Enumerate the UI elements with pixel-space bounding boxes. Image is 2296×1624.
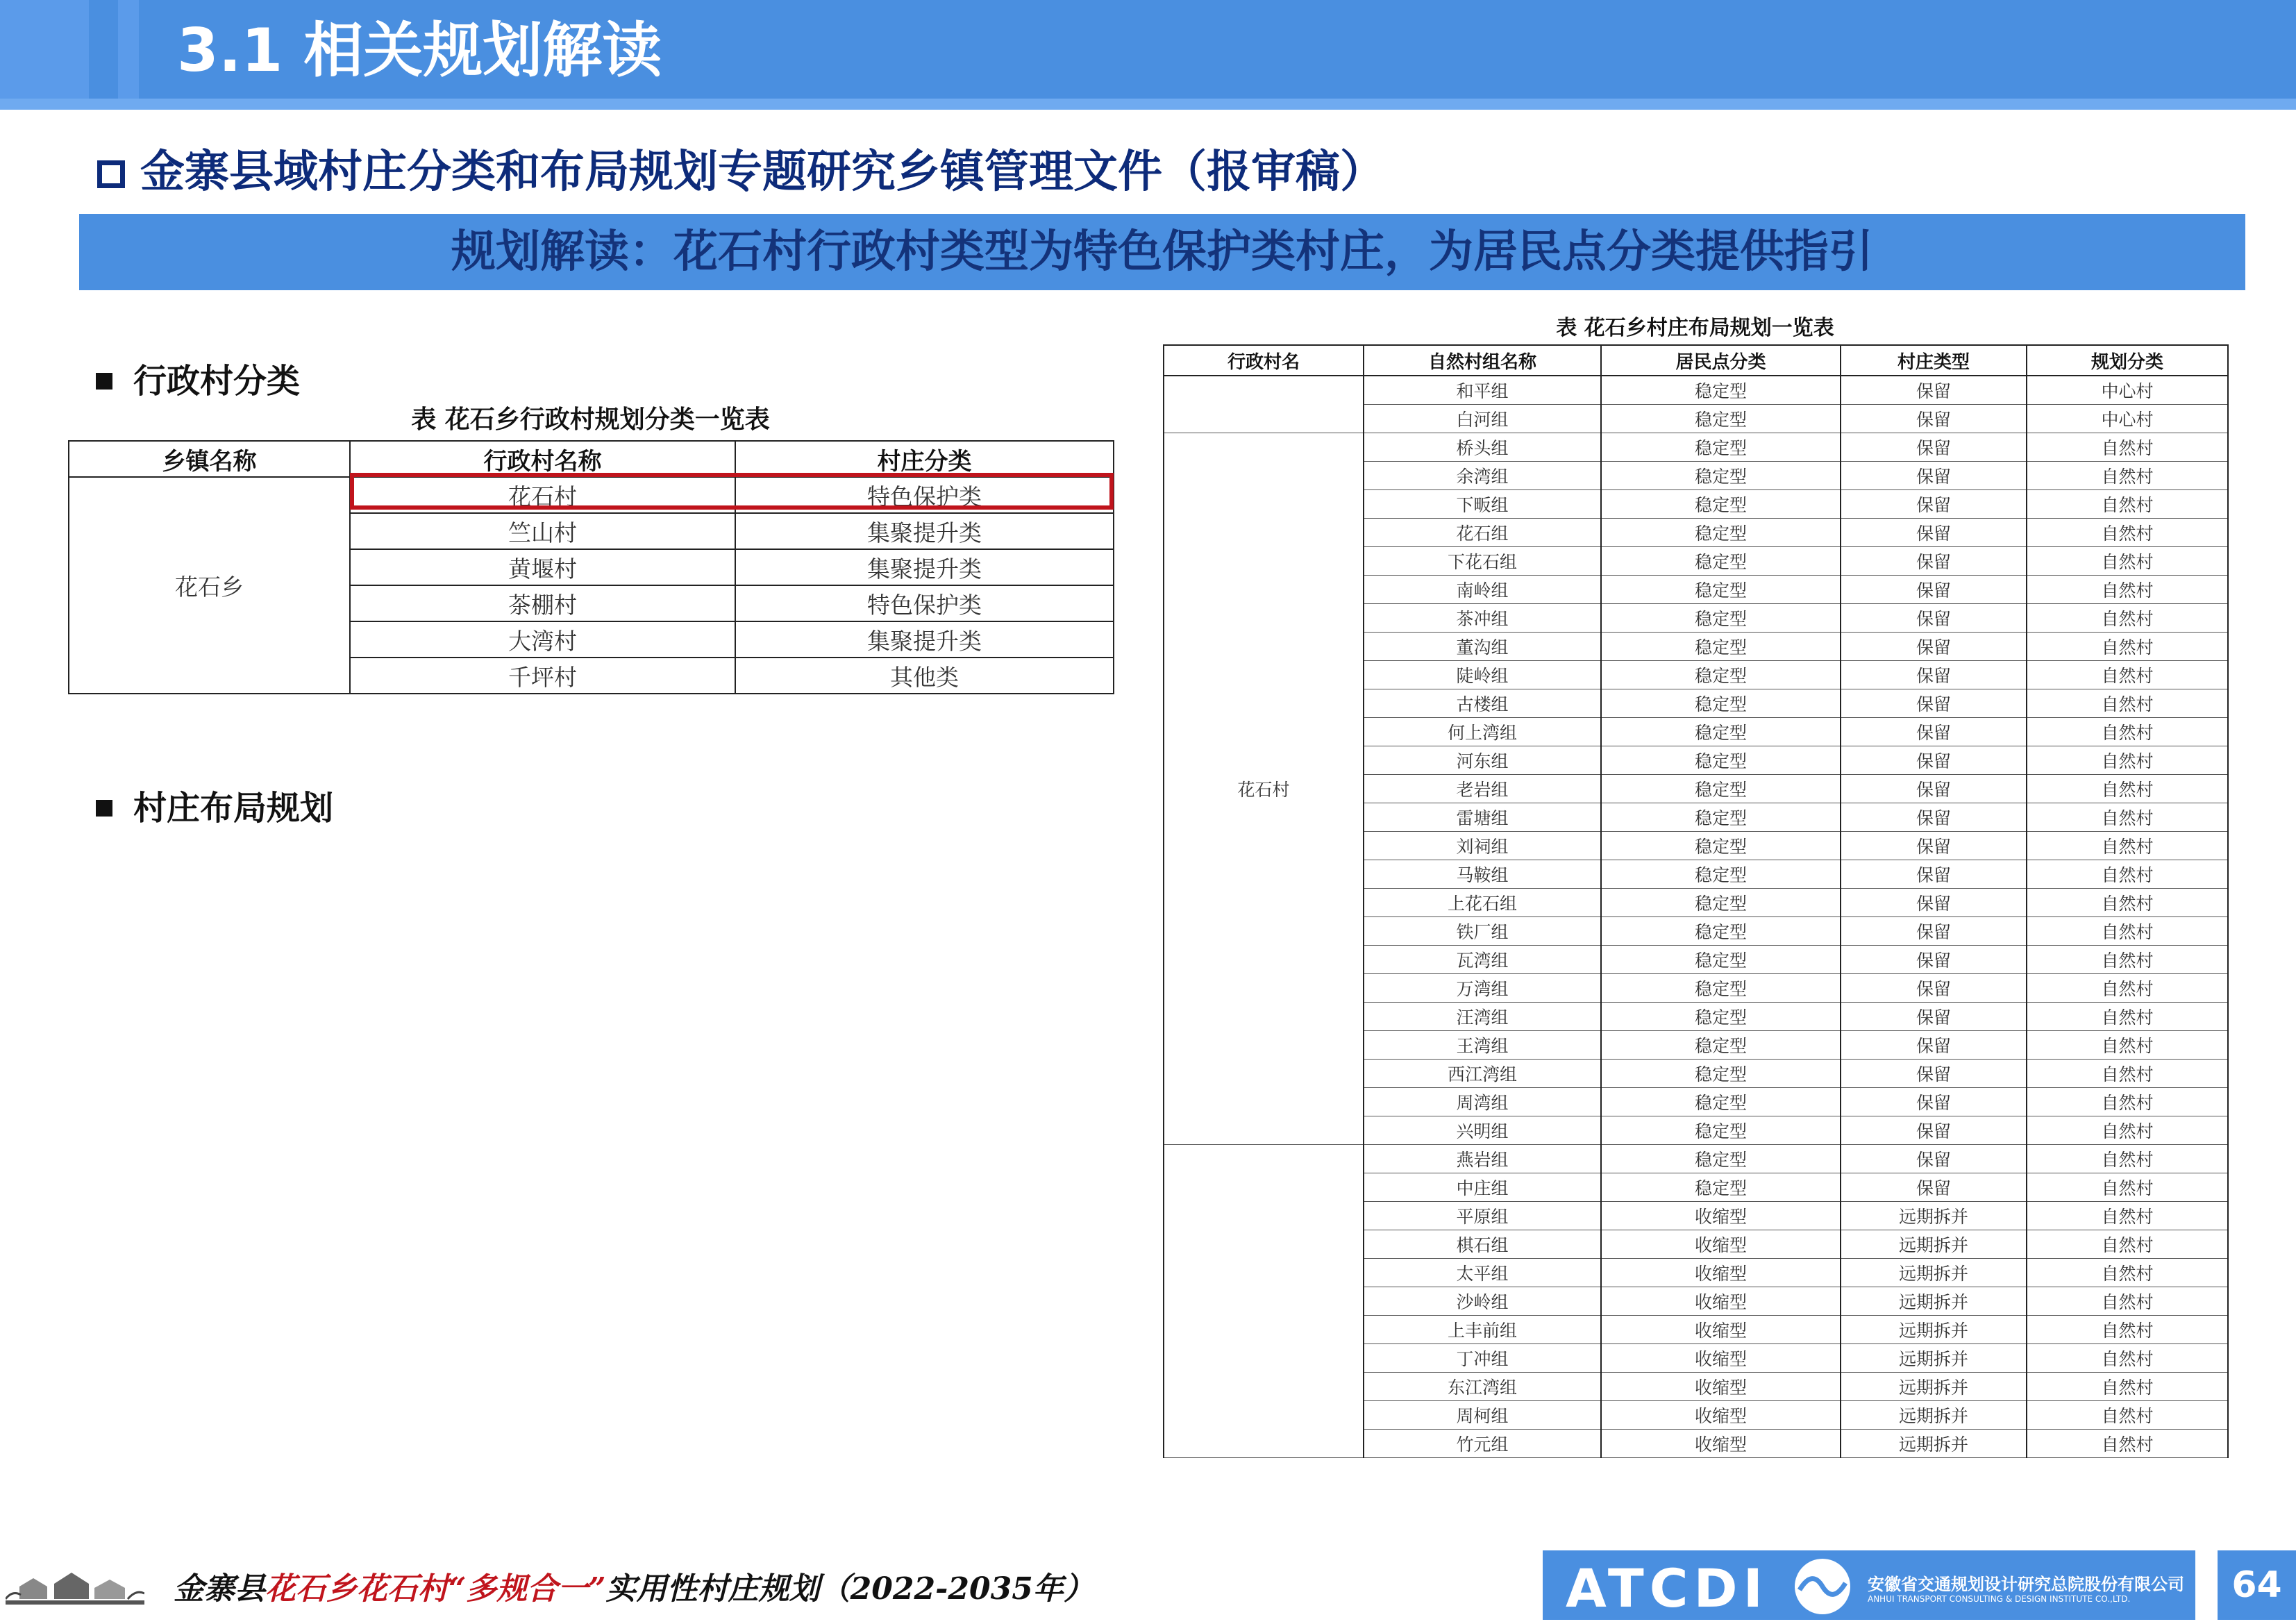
header-underline-stripe [0, 99, 2296, 110]
village-type-cell: 保留 [1841, 860, 2027, 889]
planning-class-cell: 自然村 [2027, 1173, 2228, 1202]
natural-village-cell: 董沟组 [1364, 633, 1601, 661]
village-name-cell: 茶棚村 [350, 585, 735, 621]
village-name-cell: 千坪村 [350, 658, 735, 694]
table-row [1164, 1145, 2228, 1173]
header-accent-bar-thin [118, 0, 139, 99]
village-name-cell: 黄堰村 [350, 549, 735, 585]
village-type-cell: 保留 [1841, 633, 2027, 661]
table-row [1164, 376, 2228, 405]
village-type-cell: 保留 [1841, 1060, 2027, 1088]
company-name-en: ANHUI TRANSPORT CONSULTING & DESIGN INSTITUTE CO.,LTD. [1868, 1594, 2131, 1604]
settlement-class-cell: 收缩型 [1601, 1202, 1841, 1230]
settlement-class-cell: 稳定型 [1601, 889, 1841, 917]
village-class-cell: 特色保护类 [735, 585, 1114, 621]
village-type-cell: 保留 [1841, 1173, 2027, 1202]
village-type-cell: 保留 [1841, 433, 2027, 462]
natural-village-cell: 王湾组 [1364, 1031, 1601, 1060]
planning-class-cell: 自然村 [2027, 1373, 2228, 1401]
village-type-cell: 远期拆并 [1841, 1344, 2027, 1373]
village-type-cell: 保留 [1841, 889, 2027, 917]
page-title: 3.1 相关规划解读 [177, 16, 662, 85]
village-type-cell: 保留 [1841, 661, 2027, 689]
village-class-cell: 集聚提升类 [735, 513, 1114, 549]
planning-class-cell: 自然村 [2027, 974, 2228, 1003]
village-type-cell: 远期拆并 [1841, 1430, 2027, 1458]
footer-text-years: （2022-2035年） [819, 1571, 1094, 1607]
atcdi-logo-text: ATCDI [1566, 1557, 1768, 1619]
planning-class-cell: 自然村 [2027, 889, 2228, 917]
footer-text-county: 金寨县 [174, 1571, 265, 1607]
admin-village-cell: 花石村 [1164, 433, 1364, 1145]
village-type-cell: 保留 [1841, 547, 2027, 576]
natural-village-cell: 万湾组 [1364, 974, 1601, 1003]
natural-village-cell: 何上湾组 [1364, 718, 1601, 746]
section-heading-admin-village [96, 354, 300, 402]
settlement-class-cell: 稳定型 [1601, 604, 1841, 633]
settlement-class-cell: 稳定型 [1601, 1088, 1841, 1116]
village-class-cell: 集聚提升类 [735, 549, 1114, 585]
planning-class-cell: 自然村 [2027, 946, 2228, 974]
settlement-class-cell: 稳定型 [1601, 974, 1841, 1003]
table-header-cell: 居民点分类 [1601, 345, 1841, 376]
planning-class-cell: 自然村 [2027, 1287, 2228, 1316]
checkbox-square-icon [97, 160, 125, 188]
natural-village-cell: 兴明组 [1364, 1116, 1601, 1145]
settlement-class-cell: 收缩型 [1601, 1230, 1841, 1259]
settlement-class-cell: 稳定型 [1601, 1116, 1841, 1145]
settlement-class-cell: 稳定型 [1601, 433, 1841, 462]
footer-project-title [174, 1564, 1094, 1608]
planning-class-cell: 自然村 [2027, 576, 2228, 604]
planning-class-cell: 自然村 [2027, 1344, 2228, 1373]
natural-village-cell: 铁厂组 [1364, 917, 1601, 946]
planning-class-cell: 自然村 [2027, 1430, 2228, 1458]
village-type-cell: 保留 [1841, 1031, 2027, 1060]
natural-village-cell: 丁冲组 [1364, 1344, 1601, 1373]
settlement-class-cell: 收缩型 [1601, 1401, 1841, 1430]
table-header-row [69, 441, 1114, 477]
settlement-class-cell: 收缩型 [1601, 1316, 1841, 1344]
village-type-cell: 保留 [1841, 376, 2027, 405]
highlight-box [350, 473, 1114, 510]
planning-class-cell: 自然村 [2027, 775, 2228, 803]
township-cell: 花石乡 [69, 477, 350, 694]
settlement-class-cell: 稳定型 [1601, 946, 1841, 974]
settlement-class-cell: 稳定型 [1601, 633, 1841, 661]
natural-village-cell: 古楼组 [1364, 689, 1601, 718]
natural-village-cell: 东江湾组 [1364, 1373, 1601, 1401]
settlement-class-cell: 稳定型 [1601, 1173, 1841, 1202]
settlement-class-cell: 稳定型 [1601, 547, 1841, 576]
settlement-class-cell: 稳定型 [1601, 405, 1841, 433]
planning-class-cell: 自然村 [2027, 462, 2228, 490]
settlement-class-cell: 稳定型 [1601, 1060, 1841, 1088]
company-name-cn: 安徽省交通规划设计研究总院股份有限公司 [1868, 1575, 2184, 1594]
village-type-cell: 保留 [1841, 746, 2027, 775]
settlement-class-cell: 收缩型 [1601, 1344, 1841, 1373]
planning-class-cell: 自然村 [2027, 718, 2228, 746]
table-header-cell: 行政村名 [1164, 345, 1364, 376]
natural-village-cell: 花石组 [1364, 519, 1601, 547]
section-heading-text: 行政村分类 [133, 362, 301, 401]
planning-class-cell: 自然村 [2027, 1116, 2228, 1145]
village-type-cell: 保留 [1841, 689, 2027, 718]
village-type-cell: 保留 [1841, 718, 2027, 746]
planning-class-cell: 自然村 [2027, 1401, 2228, 1430]
settlement-class-cell: 稳定型 [1601, 1003, 1841, 1031]
section-heading-village-layout [96, 781, 333, 829]
settlement-class-cell: 稳定型 [1601, 746, 1841, 775]
footer-text-plan: 实用性村庄规划 [605, 1571, 820, 1607]
planning-class-cell: 自然村 [2027, 917, 2228, 946]
natural-village-cell: 余湾组 [1364, 462, 1601, 490]
settlement-class-cell: 稳定型 [1601, 661, 1841, 689]
settlement-class-cell: 稳定型 [1601, 490, 1841, 519]
table-header-cell: 村庄分类 [735, 441, 1114, 477]
table-header-cell: 规划分类 [2027, 345, 2228, 376]
village-type-cell: 远期拆并 [1841, 1316, 2027, 1344]
village-class-cell: 集聚提升类 [735, 621, 1114, 658]
settlement-class-cell: 稳定型 [1601, 1145, 1841, 1173]
natural-village-cell: 桥头组 [1364, 433, 1601, 462]
planning-class-cell: 自然村 [2027, 433, 2228, 462]
section-heading-text: 村庄布局规划 [133, 789, 334, 828]
header-accent-bar [0, 0, 89, 99]
planning-class-cell: 自然村 [2027, 661, 2228, 689]
planning-class-cell: 自然村 [2027, 547, 2228, 576]
subtitle-text: 金寨县域村庄分类和布局规划专题研究乡镇管理文件（报审稿） [140, 147, 1384, 198]
village-type-cell: 远期拆并 [1841, 1259, 2027, 1287]
natural-village-cell: 陡岭组 [1364, 661, 1601, 689]
settlement-class-cell: 稳定型 [1601, 860, 1841, 889]
village-type-cell: 保留 [1841, 1088, 2027, 1116]
natural-village-cell: 老岩组 [1364, 775, 1601, 803]
village-type-cell: 保留 [1841, 462, 2027, 490]
natural-village-cell: 棋石组 [1364, 1230, 1601, 1259]
table-header-cell: 自然村组名称 [1364, 345, 1601, 376]
village-sketch-logo [6, 1559, 144, 1607]
village-type-cell: 保留 [1841, 1003, 2027, 1031]
settlement-class-cell: 稳定型 [1601, 576, 1841, 604]
settlement-class-cell: 收缩型 [1601, 1287, 1841, 1316]
settlement-class-cell: 收缩型 [1601, 1259, 1841, 1287]
planning-class-cell: 自然村 [2027, 1088, 2228, 1116]
village-type-cell: 保留 [1841, 576, 2027, 604]
planning-class-cell: 自然村 [2027, 1031, 2228, 1060]
document-subtitle [97, 142, 1384, 202]
natural-village-cell: 周柯组 [1364, 1401, 1601, 1430]
natural-village-cell: 竹元组 [1364, 1430, 1601, 1458]
planning-class-cell: 自然村 [2027, 860, 2228, 889]
village-type-cell: 保留 [1841, 1145, 2027, 1173]
planning-class-cell: 自然村 [2027, 490, 2228, 519]
natural-village-cell: 南岭组 [1364, 576, 1601, 604]
village-type-cell: 保留 [1841, 775, 2027, 803]
footer-text-village: 花石乡花石村“多规合一” [265, 1571, 606, 1607]
table-header-row [1164, 345, 2228, 376]
natural-village-cell: 燕岩组 [1364, 1145, 1601, 1173]
village-type-cell: 保留 [1841, 803, 2027, 832]
settlement-class-cell: 稳定型 [1601, 689, 1841, 718]
admin-village-cell-empty [1164, 376, 1364, 433]
table2-caption: 表 花石乡村庄布局规划一览表 [1556, 316, 1834, 340]
settlement-class-cell: 稳定型 [1601, 803, 1841, 832]
village-name-cell: 竺山村 [350, 513, 735, 549]
table1-caption: 表 花石乡行政村规划分类一览表 [411, 405, 770, 434]
natural-village-cell: 太平组 [1364, 1259, 1601, 1287]
natural-village-cell: 和平组 [1364, 376, 1601, 405]
table-header-cell: 行政村名称 [350, 441, 735, 477]
natural-village-cell: 白河组 [1364, 405, 1601, 433]
natural-village-cell: 下花石组 [1364, 547, 1601, 576]
natural-village-cell: 西江湾组 [1364, 1060, 1601, 1088]
settlement-class-cell: 稳定型 [1601, 519, 1841, 547]
natural-village-cell: 马鞍组 [1364, 860, 1601, 889]
planning-class-cell: 自然村 [2027, 1003, 2228, 1031]
natural-village-cell: 平原组 [1364, 1202, 1601, 1230]
natural-village-cell: 刘祠组 [1364, 832, 1601, 860]
company-emblem-icon [1791, 1555, 1854, 1618]
village-type-cell: 远期拆并 [1841, 1287, 2027, 1316]
planning-class-cell: 自然村 [2027, 1202, 2228, 1230]
village-type-cell: 保留 [1841, 604, 2027, 633]
settlement-class-cell: 收缩型 [1601, 1373, 1841, 1401]
village-name-cell: 大湾村 [350, 621, 735, 658]
settlement-class-cell: 稳定型 [1601, 718, 1841, 746]
planning-class-cell: 自然村 [2027, 1145, 2228, 1173]
village-type-cell: 远期拆并 [1841, 1230, 2027, 1259]
natural-village-cell: 下畈组 [1364, 490, 1601, 519]
planning-class-cell: 中心村 [2027, 376, 2228, 405]
planning-class-cell: 中心村 [2027, 405, 2228, 433]
settlement-class-cell: 稳定型 [1601, 1031, 1841, 1060]
planning-class-cell: 自然村 [2027, 1060, 2228, 1088]
settlement-class-cell: 稳定型 [1601, 376, 1841, 405]
table-row [1164, 433, 2228, 462]
planning-class-cell: 自然村 [2027, 633, 2228, 661]
natural-village-cell: 汪湾组 [1364, 1003, 1601, 1031]
village-type-cell: 保留 [1841, 974, 2027, 1003]
settlement-class-cell: 收缩型 [1601, 1430, 1841, 1458]
village-type-cell: 保留 [1841, 917, 2027, 946]
village-layout-table [1163, 344, 2229, 1458]
village-class-cell: 特色保护类 [735, 477, 1114, 513]
natural-village-cell: 沙岭组 [1364, 1287, 1601, 1316]
planning-class-cell: 自然村 [2027, 1316, 2228, 1344]
village-type-cell: 保留 [1841, 832, 2027, 860]
natural-village-cell: 上丰前组 [1364, 1316, 1601, 1344]
village-type-cell: 保留 [1841, 519, 2027, 547]
planning-class-cell: 自然村 [2027, 746, 2228, 775]
natural-village-cell: 河东组 [1364, 746, 1601, 775]
natural-village-cell: 雷塘组 [1364, 803, 1601, 832]
planning-class-cell: 自然村 [2027, 803, 2228, 832]
village-type-cell: 保留 [1841, 405, 2027, 433]
planning-class-cell: 自然村 [2027, 1259, 2228, 1287]
settlement-class-cell: 稳定型 [1601, 832, 1841, 860]
village-type-cell: 保留 [1841, 490, 2027, 519]
village-class-cell: 其他类 [735, 658, 1114, 694]
interpretation-banner-text: 规划解读：花石村行政村类型为特色保护类村庄，为居民点分类提供指引 [451, 226, 1873, 278]
page-number: 64 [2231, 1564, 2282, 1606]
planning-class-cell: 自然村 [2027, 1230, 2228, 1259]
planning-class-cell: 自然村 [2027, 832, 2228, 860]
settlement-class-cell: 稳定型 [1601, 462, 1841, 490]
settlement-class-cell: 稳定型 [1601, 917, 1841, 946]
bullet-square-icon [96, 800, 112, 817]
table-header-cell: 乡镇名称 [69, 441, 350, 477]
natural-village-cell: 上花石组 [1364, 889, 1601, 917]
village-name-cell: 花石村 [350, 477, 735, 513]
village-type-cell: 远期拆并 [1841, 1373, 2027, 1401]
natural-village-cell: 周湾组 [1364, 1088, 1601, 1116]
planning-class-cell: 自然村 [2027, 604, 2228, 633]
natural-village-cell: 中庄组 [1364, 1173, 1601, 1202]
bullet-square-icon [96, 373, 112, 390]
admin-village-cell-empty [1164, 1145, 1364, 1458]
planning-class-cell: 自然村 [2027, 689, 2228, 718]
village-type-cell: 远期拆并 [1841, 1202, 2027, 1230]
village-type-cell: 远期拆并 [1841, 1401, 2027, 1430]
natural-village-cell: 茶冲组 [1364, 604, 1601, 633]
settlement-class-cell: 稳定型 [1601, 775, 1841, 803]
village-type-cell: 保留 [1841, 1116, 2027, 1145]
natural-village-cell: 瓦湾组 [1364, 946, 1601, 974]
village-type-cell: 保留 [1841, 946, 2027, 974]
planning-class-cell: 自然村 [2027, 519, 2228, 547]
table-header-cell: 村庄类型 [1841, 345, 2027, 376]
